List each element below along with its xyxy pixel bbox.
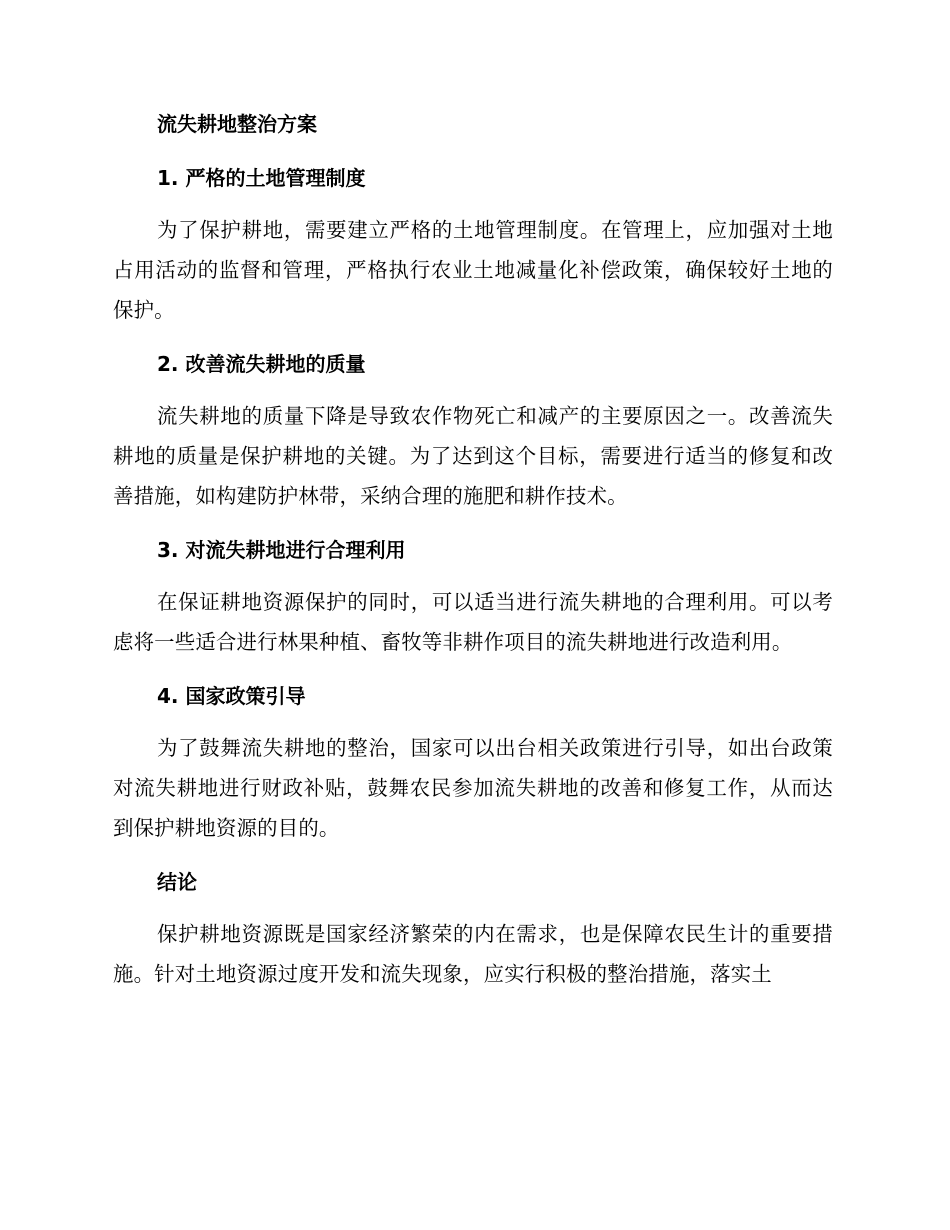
section-heading-4: 4. 国家政策引导: [157, 684, 306, 708]
conclusion-heading: 结论: [157, 870, 197, 894]
section-body-4: 为了鼓舞流失耕地的整治，国家可以出台相关政策进行引导，如出台政策对流失耕地进行财政补贴，鼓舞农民参加流失耕地的改善和修复工作，从而达到保护耕地资源的目的。: [113, 736, 833, 840]
section-heading-3: 3. 对流失耕地进行合理利用: [157, 538, 406, 562]
document-content: [113, 104, 833, 1008]
section-body-2: 流失耕地的质量下降是导致农作物死亡和减产的主要原因之一。改善流失耕地的质量是保护耕地的关键。为了达到这个目标，需要进行适当的修复和改善措施，如构建防护林带，采纳合理的施肥和耕作技术。: [113, 404, 833, 508]
section-body-3: 在保证耕地资源保护的同时，可以适当进行流失耕地的合理利用。可以考虑将一些适合进行林果种植、畜牧等非耕作项目的流失耕地进行改造利用。: [113, 590, 833, 654]
section-body-1: 为了保护耕地，需要建立严格的土地管理制度。在管理上，应加强对土地占用活动的监督和管理，严格执行农业土地减量化补偿政策，确保较好土地的保护。: [113, 218, 833, 322]
section-heading-1: 1. 严格的土地管理制度: [157, 166, 366, 190]
document-title: 流失耕地整治方案: [157, 112, 317, 136]
section-heading-2: 2. 改善流失耕地的质量: [157, 352, 366, 376]
conclusion-body: 保护耕地资源既是国家经济繁荣的内在需求，也是保障农民生计的重要措施。针对土地资源过度开发和流失现象，应实行积极的整治措施，落实土: [113, 922, 833, 986]
